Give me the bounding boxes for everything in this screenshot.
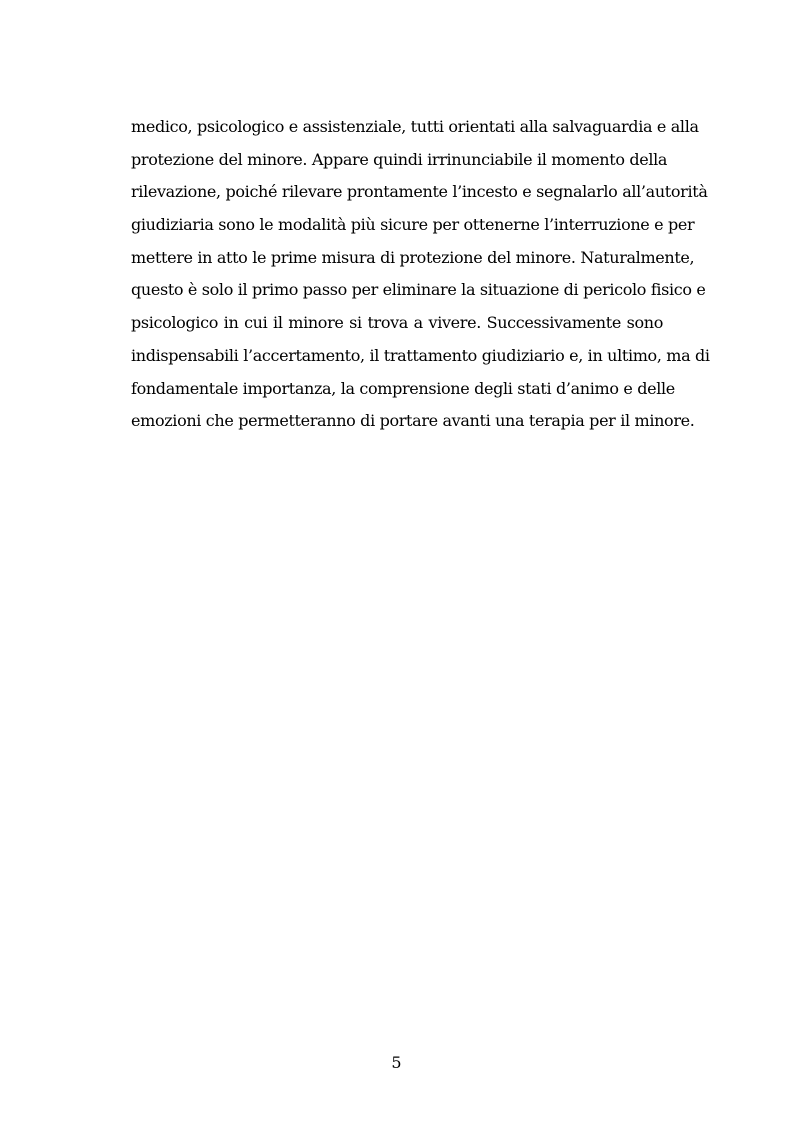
body-paragraph (131, 111, 710, 438)
paragraph-line: giudiziaria sono le modalità più sicure per ottenerne l’interruzione e per (131, 215, 695, 235)
page-number: 5 (391, 1053, 402, 1072)
paragraph-line: fondamentale importanza, la comprensione degli stati d’animo e delle (131, 378, 675, 398)
paragraph-line: rilevazione, poiché rilevare prontamente l’incesto e segnalarlo all’autorità (131, 182, 708, 202)
paragraph-line: psicologico in cui il minore si trova a vivere. Successivamente sono (131, 313, 663, 333)
paragraph-line: emozioni che permetteranno di portare avanti una terapia per il minore. (131, 411, 695, 431)
paragraph-line: protezione del minore. Appare quindi irrinunciabile il momento della (131, 149, 668, 169)
paragraph-line: indispensabili l’accertamento, il trattamento giudiziario e, in ultimo, ma di (131, 345, 710, 365)
paragraph-line: medico, psicologico e assistenziale, tutti orientati alla salvaguardia e alla (131, 117, 699, 136)
paragraph-line: questo è solo il primo passo per eliminare la situazione di pericolo fisico e (131, 280, 706, 300)
paragraph-line: mettere in atto le prime misura di protezione del minore. Naturalmente, (131, 247, 695, 267)
